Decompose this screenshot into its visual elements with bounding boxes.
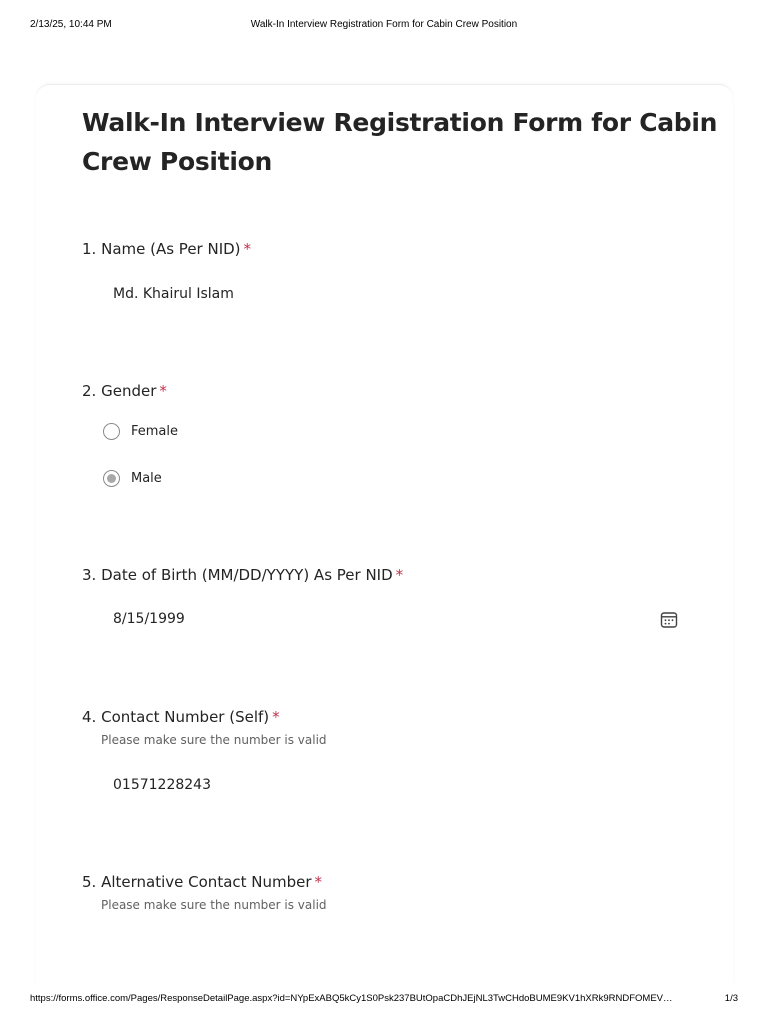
name-answer[interactable]: Md. Khairul Islam	[113, 286, 234, 302]
form-title: Walk-In Interview Registration Form for Cabin Crew Position	[82, 108, 718, 176]
question-number: 2.	[82, 382, 97, 400]
question-date-of-birth	[82, 565, 702, 627]
print-header	[30, 19, 738, 33]
question-number: 3.	[82, 566, 97, 584]
question-subtitle: Please make sure the number is valid	[101, 733, 327, 747]
date-of-birth-answer[interactable]: 8/15/1999	[113, 611, 185, 627]
required-marker: *	[159, 382, 167, 400]
question-number: 1.	[82, 240, 97, 258]
question-label: Alternative Contact Number	[101, 873, 312, 891]
page-url: https://forms.office.com/Pages/ResponseDetailPage.aspx?id=NYpExABQ5kCy1S0Psk237BUtOpaCDhJEjNL3TwCHdoBUME9KV1hXRk9RNDFOMEV…	[30, 993, 673, 1004]
question-number: 5.	[82, 873, 97, 891]
question-subtitle: Please make sure the number is valid	[101, 898, 327, 912]
question-number: 4.	[82, 708, 97, 726]
radio-option-male[interactable]	[103, 468, 162, 488]
radio-button-male[interactable]	[103, 470, 120, 487]
question-label: Date of Birth (MM/DD/YYYY) As Per NID	[101, 566, 393, 584]
question-contact-number	[82, 707, 702, 793]
required-marker: *	[243, 240, 252, 258]
radio-option-female[interactable]	[103, 421, 178, 441]
form-card	[36, 84, 733, 985]
required-marker: *	[314, 873, 323, 891]
required-marker: *	[272, 708, 280, 726]
question-label: Gender	[101, 382, 157, 400]
question-gender	[82, 381, 702, 486]
page-number: 1/3	[724, 993, 738, 1004]
required-marker: *	[395, 566, 404, 584]
radio-label-male: Male	[131, 470, 162, 486]
question-label: Name (As Per NID)	[101, 240, 241, 258]
radio-button-female[interactable]	[103, 423, 120, 440]
radio-label-female: Female	[131, 423, 179, 439]
question-label: Contact Number (Self)	[101, 708, 270, 726]
print-footer	[30, 993, 738, 1007]
print-datetime: 2/13/25, 10:44 PM	[30, 19, 112, 30]
contact-number-answer[interactable]: 01571228243	[113, 777, 211, 793]
calendar-icon[interactable]	[660, 611, 678, 629]
print-document-title: Walk-In Interview Registration Form for Cabin Crew Position	[250, 19, 518, 30]
question-name	[82, 239, 702, 302]
question-alternative-contact-number	[82, 872, 702, 913]
